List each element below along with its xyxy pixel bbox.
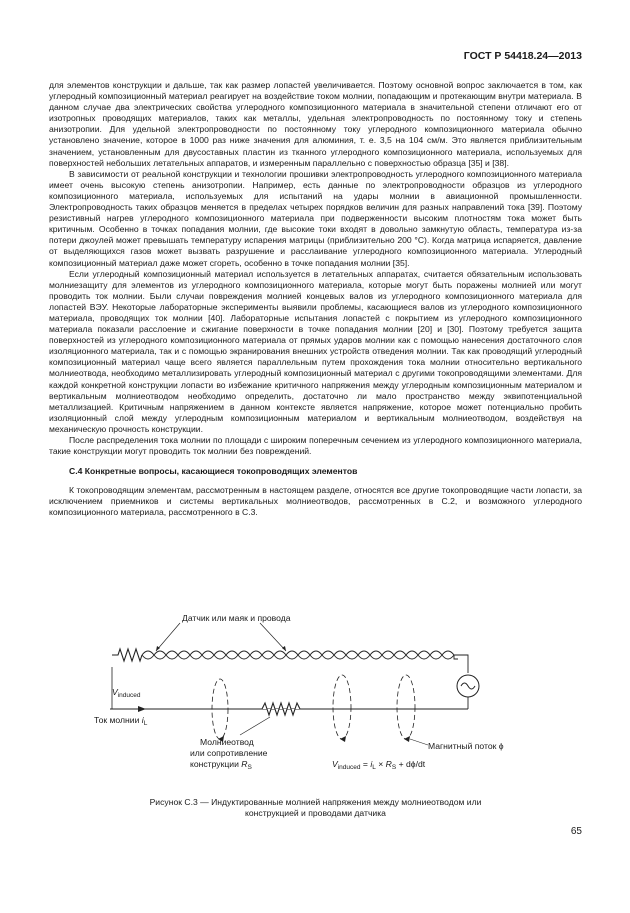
source-lead-joint [454, 655, 458, 659]
body-text [49, 80, 582, 519]
flux-arrow-icon [340, 736, 346, 742]
rod-pointer-line [240, 717, 270, 735]
flux-loop [397, 675, 415, 739]
current-arrow-icon [138, 706, 146, 712]
source-lead-top [454, 655, 468, 673]
sine-wave-icon [461, 683, 475, 689]
page-number: 65 [570, 826, 582, 837]
section-paragraph: К токопроводящим элементам, рассмотренным в настоящем разделе, относятся все другие токопроводящие части лопасти, за исключением приемников и системы вертикальных молниеотводов, рассмотренных в С.2, и возможного углеродного композиционного материала, рассмотренного в С.3. [49, 485, 582, 518]
paragraph-3: Если углеродный композиционный материал используется в летательных аппаратах, считается обязательным использовать молниезащиту для элементов из углеродного композиционного материала, которые могут быть поражены молнией или могут проводить ток молнии. Были случаи повреждения молнией концевых валов из углеродного композиционного материала для лопастей ВЭУ. Некоторые лабораторные эксперименты выявили проблемы, касающиеся валов из углеродного композиционного материала, проводящих ток молнии [40]. Лабораторные испытания лопастей с покрытием из углеродного композиционного материала показали расслоение и сжигание поверхности в точке попадания молнии [20] и [30]. Поэтому требуется защита поверхностей из углеродного композиционного материала от прямых ударов молнии как с помощью нанесения достаточного слоя изоляционного материала, так и с помощью экранирования внешних устройств отведения молнии. Так как проводящий углеродный композиционный материал чаще всего является параллельным путем прохождения тока молнии относительно вертикального молниеотвода, необходимо металлизировать углеродный композиционный материал с другими токопроводящими элементами. Для каждой конкретной конструкции лопасти во избежание критичного напряжения между углеродным композиционным материалом и вертикальным молниеотводом необходимо определить, достаточно ли мало пространство между эквипотенциальной металлизацией. Критичным напряжением в данном контексте является напряжение, которое может потенциально пробить изоляционный слой между углеродным композиционным материалом и вертикальным молниеотводом, воздействуя на механическую прочность конструкции. [49, 268, 582, 434]
caption-line-1: Рисунок С.3 — Индуктированные молнией напряжения между молниеотводом или [149, 797, 482, 807]
figure-c3 [94, 607, 530, 782]
v-induced-label: $V_{induced}$ [112, 687, 141, 699]
flux-loop [333, 675, 351, 739]
paragraph-2: В зависимости от реальной конструкции и технологии прошивки электропроводность углеродного композиционного материала имеет очень высокую степень анизотропии. Например, есть данные по электропроводности образцов из углеродного композиционного материала, используемых для испытаний на удары молнии в авиационной промышленности. Электропроводность таких образцов меняется в пределах четырех порядков величин для разных направлений тока [39]. Поэтому резистивный нагрев углеродного композиционного материала при подверженности высоким плотностям тока может быть критичным. Особенно в точках попадания молнии, где высокие токи входят в довольно замкнутую область, температура из-за потери джоулей может превышать температуру испарения матрицы (приблизительно 200 °С). Когда матрица испаряется, давление от выделяющихся газов может вызвать разрушение и расслаивание углеродного композиционного материала. Углеродный композиционный материал даже может сгореть, особенно в точке попадания молнии [35]. [49, 168, 582, 268]
sensor-wire-b [142, 651, 454, 659]
rod-label-1: Молниеотвод [200, 737, 254, 747]
rod-resistor-icon [262, 703, 300, 715]
arrowhead-icon [282, 646, 286, 651]
figure-diagram [94, 607, 530, 782]
sensor-pointer-line [156, 623, 180, 651]
standard-header: ГОСТ Р 54418.24—2013 [463, 50, 582, 62]
flux-arrow-icon [404, 736, 410, 742]
section-title: С.4 Конкретные вопросы, касающиеся токопроводящих элементов [69, 466, 358, 477]
flux-label: Магнитный поток ϕ [428, 741, 504, 751]
figure-caption [49, 797, 582, 819]
paragraph-1: для элементов конструкции и дальше, так как размер лопастей увеличивается. Поэтому основной вопрос заключается в том, как углеродный композиционный материал реагирует на воздействие током молнии, попадающим и протекающим внутри материала. В данном случае два электрических свойства углеродного композиционного материала в значительной степени отличают его от изотропных проводящих материалов, таких как металлы, удельная электропроводность по постоянному току и степень анизотропии. Для удельной электропроводности по постоянному току углеродного композиционного материала обычно установлено значение, которое в 1000 раз ниже значения для алюминия, т. е. 3,5 на 104 см/м. Это является приблизительным значением, установленным для двусоставных пластин из тканного углеродного композиционного материала, используемых для поверхностей небольших летательных аппаратов, и измеренным параллельно с поверхностью образца [35] и [38]. [49, 80, 582, 168]
sensor-label: Датчик или маяк и провода [182, 613, 291, 623]
rod-label-3: конструкции $R_S$ [190, 759, 252, 771]
sensor-pointer-line [260, 623, 286, 651]
rod-label-2: или сопротивление [190, 748, 268, 758]
flux-pointer-line [410, 739, 428, 745]
formula: $V_{induced} = i_L \times R_S + d\phi/dt$ [332, 759, 426, 771]
caption-line-2: конструкцией и проводами датчика [245, 808, 386, 819]
sensor-resistor-icon [112, 649, 142, 661]
current-label: Ток молнии $i_L$ [94, 715, 148, 727]
paragraph-4: После распределения тока молнии по площади с широким поперечным сечением из углеродного композиционного материала, такие конструкции могут проводить ток молнии без повреждений. [49, 435, 582, 457]
